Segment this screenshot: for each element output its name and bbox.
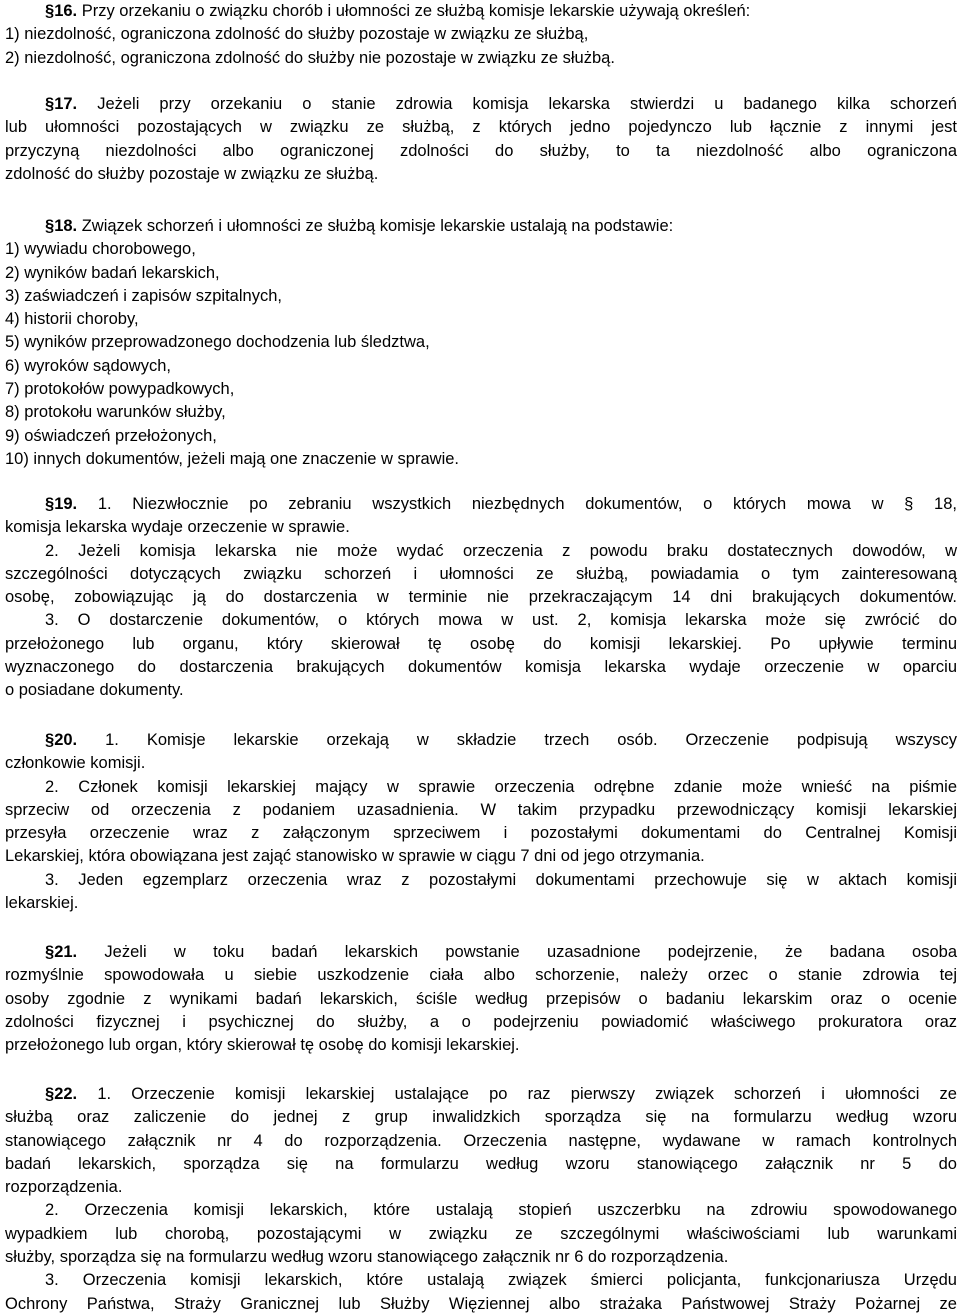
section-number: 20. — [54, 731, 78, 749]
section-19-p3-line-2: przełożonego lub organu, który skierował tę osobę do komisji lekarskiej. Po upływie terminu — [5, 634, 957, 653]
section-21-line-1: §21. Jeżeli w toku badań lekarskich powstanie uzasadnione podejrzenie, że badana osoba — [45, 943, 957, 961]
section-20-p3-line-1: 3. Jeden egzemplarz orzeczenia wraz z pozostałymi dokumentami przechowuje się w aktach komisji — [45, 870, 957, 889]
section-20 — [5, 729, 957, 915]
section-19-p1-line-2: komisja lekarska wydaje orzeczenie w sprawie. — [5, 518, 350, 537]
section-symbol: § — [45, 95, 55, 113]
section-19-p2-line-2: szczególności dotyczących związku schorzeń i ułomności ze służbą, powiadamia o tym zainteresowaną — [5, 564, 957, 583]
section-22-p1-line-1: §22. 1. Orzeczenie komisji lekarskiej ustalające po raz pierwszy związek schorzeń i ułomności ze — [45, 1085, 957, 1103]
section-22 — [5, 1083, 957, 1315]
section-symbol: § — [45, 2, 55, 20]
section-18-intro: §18. Związek schorzeń i ułomności ze służbą komisje lekarskie ustalają na podstawie: — [45, 217, 674, 235]
section-22-p1-line-2: służbą oraz zaliczenie do jednej z grup inwalidzkich sporządza się na formularzu według wzoru — [5, 1108, 957, 1127]
list-item: 6) wyroków sądowych, — [5, 356, 171, 375]
list-item: 8) protokołu warunków służby, — [5, 403, 226, 422]
section-18 — [5, 215, 957, 471]
section-number: 17. — [54, 95, 78, 113]
section-20-p1-line-2: członkowie komisji. — [5, 754, 146, 773]
list-item: 7) protokołów powypadkowych, — [5, 380, 235, 399]
section-22-p2-line-3: służby, sporządza się na formularzu według wzoru stanowiącego załącznik nr 6 do rozporządzenia. — [5, 1248, 729, 1267]
section-number: 16. — [54, 2, 78, 20]
section-19-p3-line-3: wyznaczonego do dostarczenia brakujących dokumentów komisja lekarska wydaje orzeczenie w oparciu — [5, 658, 957, 677]
section-16-line-3: 2) niezdolność, ograniczona zdolność do służby nie pozostaje w związku ze służbą. — [5, 48, 615, 67]
list-item: 2) wyników badań lekarskich, — [5, 263, 220, 282]
section-22-p2-line-2: wypadkiem lub chorobą, pozostającymi w związku ze szczególnymi właściwościami lub warunkami — [5, 1224, 957, 1243]
list-item: 5) wyników przeprowadzonego dochodzenia lub śledztwa, — [5, 333, 430, 352]
section-19-p3-line-1: 3. O dostarczenie dokumentów, o których mowa w ust. 2, komisja lekarska może się zwrócić do — [45, 611, 957, 630]
section-22-p1-line-4: badań lekarskich, sporządza się na formularzu według wzoru stanowiącego załącznik nr 5 do — [5, 1154, 957, 1173]
list-item: 3) zaświadczeń i zapisów szpitalnych, — [5, 286, 282, 305]
section-20-p1-line-1: §20. 1. Komisje lekarskie orzekają w składzie trzech osób. Orzeczenie podpisują wszyscy — [45, 731, 957, 749]
section-symbol: § — [45, 217, 55, 235]
section-21 — [5, 941, 957, 1057]
section-19-p1-line-1: §19. 1. Niezwłocznie po zebraniu wszystkich niezbędnych dokumentów, o których mowa w § 18, — [45, 495, 957, 513]
section-22-p3-line-2: Ochrony Państwa, Straży Granicznej lub Służby Więziennej albo strażaka Państwowej Straży Pożarnej ze — [5, 1294, 957, 1313]
list-item: 9) oświadczeń przełożonych, — [5, 426, 217, 445]
section-20-p2-line-3: przesyła orzeczenie wraz z załączonym sprzeciwem i pozostałymi dokumentami do Centralnej Komisji — [5, 824, 957, 843]
section-21-line-5: przełożonego lub organ, który skierował tę osobę do komisji lekarskiej. — [5, 1036, 520, 1055]
section-16-line-2: 1) niezdolność, ograniczona zdolność do służby pozostaje w związku ze służbą, — [5, 25, 589, 44]
section-symbol: § — [45, 495, 55, 513]
section-19-p2-line-3: osobę, zobowiązując ją do dostarczenia w terminie nie przekraczającym 14 dni brakujących dokumentów. — [5, 588, 957, 607]
section-19-p2-line-1: 2. Jeżeli komisja lekarska nie może wydać orzeczenia z powodu braku dostatecznych dowodów, w — [45, 541, 957, 560]
section-symbol: § — [45, 731, 55, 749]
list-item: 10) innych dokumentów, jeżeli mają one znaczenie w sprawie. — [5, 449, 459, 468]
section-22-p1-line-5: rozporządzenia. — [5, 1178, 123, 1197]
section-20-p3-line-2: lekarskiej. — [5, 894, 79, 913]
section-21-line-3: osoby zgodnie z wynikami badań lekarskich, ściśle według przepisów o badaniu lekarskim oraz o ocenie — [5, 989, 957, 1008]
list-item: 1) wywiadu chorobowego, — [5, 240, 196, 259]
section-20-p2-line-2: sprzeciw od orzeczenia z podaniem uzasadnienia. W takim przypadku przewodniczący komisji lekarskiej — [5, 800, 957, 819]
section-22-p2-line-1: 2. Orzeczenia komisji lekarskich, które ustalają stopień uszczerbku na zdrowiu spowodowanego — [45, 1201, 957, 1220]
section-22-p3-line-1: 3. Orzeczenia komisji lekarskich, które ustalają związek śmierci policjanta, funkcjonariusza Urzędu — [45, 1271, 957, 1290]
section-17-line-4: zdolność do służby pozostaje w związku ze służbą. — [5, 164, 379, 183]
section-16-line-1: §16. Przy orzekaniu o związku chorób i ułomności ze służbą komisje lekarskie używają określeń: — [45, 2, 751, 20]
section-symbol: § — [45, 1085, 55, 1103]
section-number: 22. — [54, 1085, 78, 1103]
section-20-p2-line-1: 2. Członek komisji lekarskiej mający w sprawie orzeczenia odrębne zdanie może wnieść na piśmie — [45, 777, 957, 796]
section-17-line-1: §17. Jeżeli przy orzekaniu o stanie zdrowia komisja lekarska stwierdzi u badanego kilka schorzeń — [45, 95, 957, 113]
section-17-line-2: lub ułomności pozostających w związku ze służbą, z których jedno pojedynczo lub łącznie z innymi jest — [5, 118, 957, 137]
section-19 — [5, 493, 957, 703]
section-22-p1-line-3: stanowiącego załącznik nr 4 do rozporządzenia. Orzeczenia następne, wydawane w ramach kontrolnych — [5, 1131, 957, 1150]
section-17 — [5, 93, 957, 186]
section-number: 21. — [54, 943, 78, 961]
section-symbol: § — [45, 943, 55, 961]
section-17-line-3: przyczyną niezdolności albo ograniczonej zdolności do służby, to ta niezdolność albo ograniczona — [5, 141, 957, 160]
section-20-p2-line-4: Lekarskiej, która obowiązana jest zająć stanowisko w sprawie w ciągu 7 dni od jego otrzymania. — [5, 847, 705, 866]
section-19-p3-line-4: o posiadane dokumenty. — [5, 681, 184, 700]
section-21-line-4: zdolności fizycznej i psychicznej do służby, a o podejrzeniu powiadomić właściwego prokuratora oraz — [5, 1012, 957, 1031]
section-number: 18. — [54, 217, 78, 235]
section-21-line-2: rozmyślnie spowodowała u siebie uszkodzenie ciała albo schorzenie, należy orzec o stanie zdrowia tej — [5, 966, 957, 985]
section-number: 19. — [54, 495, 78, 513]
section-16 — [5, 0, 957, 70]
list-item: 4) historii choroby, — [5, 310, 139, 329]
